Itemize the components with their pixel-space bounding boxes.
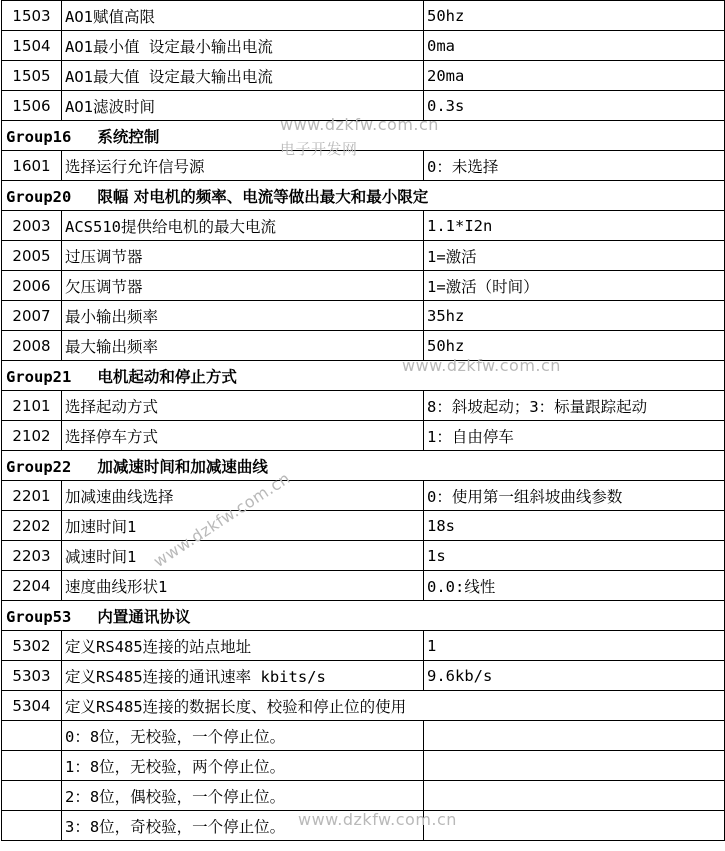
- table-row: [2, 61, 725, 91]
- parameter-value-cell: 1：自由停车: [424, 421, 725, 451]
- parameter-value-cell: 1: [424, 631, 725, 661]
- parameter-description-cell: 2：8位，偶校验，一个停止位。: [62, 781, 424, 811]
- parameter-code-cell: 2003: [2, 211, 62, 241]
- group-header-cell: [2, 361, 725, 391]
- table-row: [2, 331, 725, 361]
- parameter-description-cell: 最大输出频率: [62, 331, 424, 361]
- parameter-value-cell: 0：未选择: [424, 151, 725, 181]
- parameter-value-cell: 9.6kb/s: [424, 661, 725, 691]
- group-header-row: [2, 451, 725, 481]
- parameter-description-cell: 选择停车方式: [62, 421, 424, 451]
- parameter-description-cell: AO1最小值 设定最小输出电流: [62, 31, 424, 61]
- parameter-code-cell: 2101: [2, 391, 62, 421]
- parameter-description-cell: 1：8位，无校验，两个停止位。: [62, 751, 424, 781]
- table-row: [2, 751, 725, 781]
- parameter-code-cell: 2201: [2, 481, 62, 511]
- parameter-description-cell: AO1最大值 设定最大输出电流: [62, 61, 424, 91]
- parameter-value-cell: 50hz: [424, 331, 725, 361]
- group-title: 电机起动和停止方式: [97, 366, 237, 386]
- parameter-description-cell: 减速时间1: [62, 541, 424, 571]
- group-header-cell: [2, 451, 725, 481]
- group-header-row: [2, 361, 725, 391]
- parameter-description-cell: 定义RS485连接的数据长度、校验和停止位的使用: [62, 691, 725, 721]
- watermark-2: 电子开发网: [280, 140, 358, 158]
- table-row: [2, 691, 725, 721]
- parameter-description-cell: 定义RS485连接的通讯速率 kbits/s: [62, 661, 424, 691]
- parameter-value-cell: 50hz: [424, 1, 725, 31]
- parameter-code-cell: 1504: [2, 31, 62, 61]
- group-name: Group20: [6, 187, 72, 206]
- table-row: [2, 31, 725, 61]
- parameter-value-cell: 0ma: [424, 31, 725, 61]
- parameter-description-cell: 最小输出频率: [62, 301, 424, 331]
- parameter-description-cell: 定义RS485连接的站点地址: [62, 631, 424, 661]
- parameter-table-body: [2, 1, 725, 841]
- table-row: [2, 151, 725, 181]
- table-row: [2, 571, 725, 601]
- parameter-code-cell: 2006: [2, 271, 62, 301]
- parameter-value-cell: 0：使用第一组斜坡曲线参数: [424, 481, 725, 511]
- parameter-code-cell: 5304: [2, 691, 62, 721]
- group-title: 系统控制: [97, 126, 160, 146]
- parameter-description-cell: 0：8位，无校验，一个停止位。: [62, 721, 424, 751]
- parameter-description-cell: 欠压调节器: [62, 271, 424, 301]
- group-header-cell: [2, 121, 725, 151]
- table-row: [2, 211, 725, 241]
- watermark-1: www.dzkfw.com.cn: [280, 115, 439, 134]
- table-row: [2, 481, 725, 511]
- parameter-code-cell: 2008: [2, 331, 62, 361]
- parameter-value-cell: [424, 781, 725, 811]
- group-name: Group53: [6, 607, 72, 626]
- table-row: [2, 541, 725, 571]
- parameter-code-cell: 2005: [2, 241, 62, 271]
- watermark-5: www.dzkfw.com.cn: [298, 810, 457, 829]
- parameter-code-cell: [2, 721, 62, 751]
- group-header-row: [2, 601, 725, 631]
- parameter-description-cell: AO1滤波时间: [62, 91, 424, 121]
- parameter-code-cell: [2, 751, 62, 781]
- group-header-cell: [2, 601, 725, 631]
- parameter-description-cell: 速度曲线形状1: [62, 571, 424, 601]
- parameter-value-cell: 18s: [424, 511, 725, 541]
- parameter-value-cell: 0.3s: [424, 91, 725, 121]
- parameter-value-cell: [424, 721, 725, 751]
- parameter-value-cell: 8：斜坡起动；3：标量跟踪起动: [424, 391, 725, 421]
- group-header-row: [2, 121, 725, 151]
- table-row: [2, 781, 725, 811]
- group-title: 内置通讯协议: [97, 606, 191, 626]
- parameter-value-cell: 0.0:线性: [424, 571, 725, 601]
- table-row: [2, 301, 725, 331]
- parameter-value-cell: [424, 751, 725, 781]
- parameter-description-cell: ACS510提供给电机的最大电流: [62, 211, 424, 241]
- parameter-code-cell: 2007: [2, 301, 62, 331]
- group-header-row: [2, 181, 725, 211]
- parameter-code-cell: 2202: [2, 511, 62, 541]
- parameter-description-cell: 过压调节器: [62, 241, 424, 271]
- table-row: [2, 271, 725, 301]
- parameter-value-cell: 1=激活（时间）: [424, 271, 725, 301]
- parameter-code-cell: 1506: [2, 91, 62, 121]
- parameter-code-cell: 2204: [2, 571, 62, 601]
- parameter-code-cell: 2203: [2, 541, 62, 571]
- parameter-value-cell: 35hz: [424, 301, 725, 331]
- parameter-description-cell: 3：8位，奇校验，一个停止位。: [62, 811, 424, 841]
- table-row: [2, 391, 725, 421]
- table-row: [2, 721, 725, 751]
- parameter-code-cell: 1601: [2, 151, 62, 181]
- parameter-value-cell: 20ma: [424, 61, 725, 91]
- table-row: [2, 241, 725, 271]
- table-row: [2, 631, 725, 661]
- group-header-cell: [2, 181, 725, 211]
- group-name: Group21: [6, 367, 72, 386]
- table-row: [2, 421, 725, 451]
- parameter-code-cell: 1505: [2, 61, 62, 91]
- parameter-code-cell: 1503: [2, 1, 62, 31]
- table-row: [2, 661, 725, 691]
- parameter-description-cell: 选择起动方式: [62, 391, 424, 421]
- table-row: [2, 1, 725, 31]
- watermark-4: www.dzkfw.com.cn: [150, 468, 294, 571]
- parameter-description-cell: 加速时间1: [62, 511, 424, 541]
- table-row: [2, 811, 725, 841]
- watermark-3: www.dzkfw.com.cn: [402, 356, 561, 375]
- group-name: Group16: [6, 127, 72, 146]
- parameter-code-cell: 5303: [2, 661, 62, 691]
- parameter-code-cell: 5302: [2, 631, 62, 661]
- parameter-description-cell: 选择运行允许信号源: [62, 151, 424, 181]
- group-name: Group22: [6, 457, 72, 476]
- parameter-table: [1, 0, 725, 841]
- table-row: [2, 511, 725, 541]
- parameter-description-cell: AO1赋值高限: [62, 1, 424, 31]
- table-row: [2, 91, 725, 121]
- parameter-code-cell: [2, 811, 62, 841]
- parameter-description-cell: 加减速曲线选择: [62, 481, 424, 511]
- parameter-value-cell: 1=激活: [424, 241, 725, 271]
- group-title: 限幅 对电机的频率、电流等做出最大和最小限定: [97, 186, 429, 206]
- parameter-code-cell: [2, 781, 62, 811]
- parameter-code-cell: 2102: [2, 421, 62, 451]
- parameter-value-cell: 1s: [424, 541, 725, 571]
- group-title: 加减速时间和加减速曲线: [97, 456, 268, 476]
- parameter-value-cell: [424, 811, 725, 841]
- parameter-value-cell: 1.1*I2n: [424, 211, 725, 241]
